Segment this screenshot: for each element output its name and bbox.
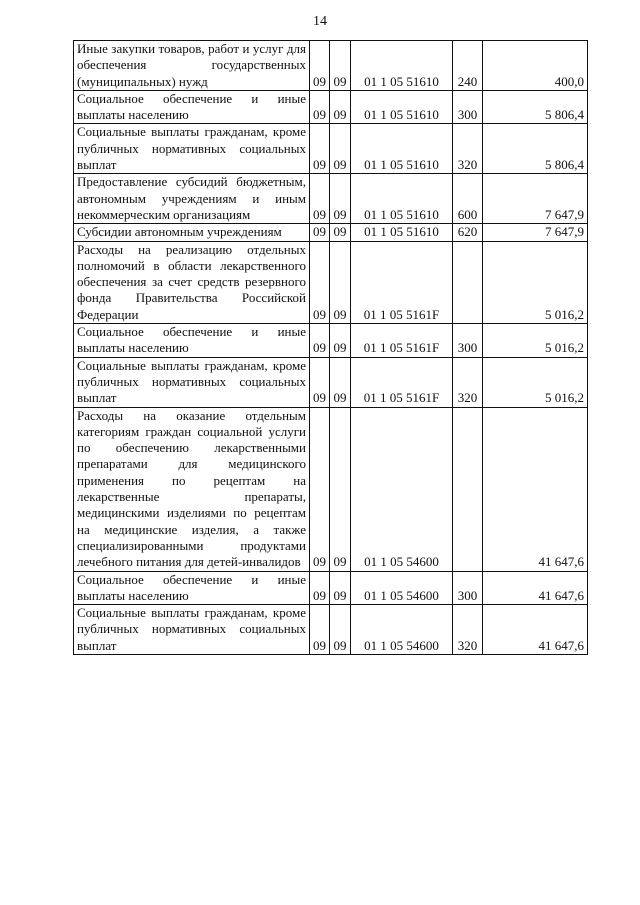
expense-type-code-cell: 320 xyxy=(453,357,483,407)
section-code-cell: 09 xyxy=(310,224,330,241)
expense-name-text: Предоставление субсидий бюджетным, автономным учреждениям и иным некоммерческим организациям xyxy=(77,174,306,222)
table-row xyxy=(74,224,588,241)
target-item-code-cell: 01 1 05 51610 xyxy=(351,174,453,224)
subsection-code-cell: 09 xyxy=(330,357,351,407)
expense-type-code-cell xyxy=(453,407,483,571)
expense-name-text: Расходы на оказание отдельным категориям граждан социальной услуги по обеспечению лекарственными препаратами для медицинского применения по рецептам на лекарственные препараты, медицинскими изделиями по рецептам на медицинские изделия, а также специализированными продуктами лечебного питания для детей-инвалидов xyxy=(77,407,306,570)
subsection-code-cell: 09 xyxy=(330,90,351,124)
subsection-code-cell: 09 xyxy=(330,41,351,91)
expense-name-cell xyxy=(74,124,310,174)
target-item-code-cell: 01 1 05 51610 xyxy=(351,41,453,91)
expense-name-cell xyxy=(74,241,310,323)
expense-name-text: Социальное обеспечение и иные выплаты населению xyxy=(77,571,306,603)
table-row xyxy=(74,174,588,224)
target-item-code-cell: 01 1 05 51610 xyxy=(351,124,453,174)
expense-type-code-cell: 300 xyxy=(453,90,483,124)
table-row xyxy=(74,90,588,124)
expense-name-text: Субсидии автономным учреждениям xyxy=(77,224,282,240)
subsection-code-cell: 09 xyxy=(330,324,351,358)
section-code-cell: 09 xyxy=(310,605,330,655)
amount-cell: 5 806,4 xyxy=(483,124,588,174)
section-code-cell: 09 xyxy=(310,571,330,605)
table-row xyxy=(74,407,588,571)
target-item-code-cell: 01 1 05 5161F xyxy=(351,357,453,407)
amount-cell: 7 647,9 xyxy=(483,174,588,224)
amount-cell: 5 016,2 xyxy=(483,357,588,407)
expense-name-text: Расходы на реализацию отдельных полномочий в области лекарственного обеспечения за счет средств резервного фонда Правительства Российской Федерации xyxy=(77,241,306,322)
expense-name-cell xyxy=(74,605,310,655)
expense-type-code-cell xyxy=(453,241,483,323)
amount-cell: 41 647,6 xyxy=(483,571,588,605)
expense-name-text: Социальные выплаты гражданам, кроме публичных нормативных социальных выплат xyxy=(77,124,306,173)
subsection-code-cell: 09 xyxy=(330,124,351,174)
amount-cell: 7 647,9 xyxy=(483,224,588,241)
expense-name-cell xyxy=(74,174,310,224)
budget-table xyxy=(73,40,588,655)
expense-name-text: Иные закупки товаров, работ и услуг для обеспечения государственных (муниципальных) нужд xyxy=(77,41,306,89)
expense-type-code-cell: 300 xyxy=(453,324,483,358)
expense-type-code-cell: 620 xyxy=(453,224,483,241)
expense-name-text: Социальное обеспечение и иные выплаты населению xyxy=(77,90,306,123)
section-code-cell: 09 xyxy=(310,41,330,91)
expense-name-cell xyxy=(74,407,310,571)
expense-type-code-cell: 320 xyxy=(453,124,483,174)
target-item-code-cell: 01 1 05 51610 xyxy=(351,90,453,124)
expense-name-cell xyxy=(74,41,310,91)
expense-type-code-cell: 300 xyxy=(453,571,483,605)
section-code-cell: 09 xyxy=(310,357,330,407)
page-number: 14 xyxy=(313,14,327,29)
expense-name-cell xyxy=(74,324,310,358)
expense-name-cell xyxy=(74,90,310,124)
subsection-code-cell: 09 xyxy=(330,571,351,605)
section-code-cell: 09 xyxy=(310,124,330,174)
table-row xyxy=(74,124,588,174)
target-item-code-cell: 01 1 05 54600 xyxy=(351,571,453,605)
subsection-code-cell: 09 xyxy=(330,224,351,241)
target-item-code-cell: 01 1 05 5161F xyxy=(351,324,453,358)
section-code-cell: 09 xyxy=(310,90,330,124)
expense-name-cell xyxy=(74,357,310,407)
expense-type-code-cell: 600 xyxy=(453,174,483,224)
expense-name-text: Социальные выплаты гражданам, кроме публичных нормативных социальных выплат xyxy=(77,357,306,406)
target-item-code-cell: 01 1 05 54600 xyxy=(351,605,453,655)
subsection-code-cell: 09 xyxy=(330,407,351,571)
subsection-code-cell: 09 xyxy=(330,241,351,323)
amount-cell: 41 647,6 xyxy=(483,407,588,571)
expense-name-text: Социальные выплаты гражданам, кроме публичных нормативных социальных выплат xyxy=(77,605,306,653)
section-code-cell: 09 xyxy=(310,407,330,571)
target-item-code-cell: 01 1 05 51610 xyxy=(351,224,453,241)
target-item-code-cell: 01 1 05 5161F xyxy=(351,241,453,323)
table-row xyxy=(74,357,588,407)
amount-cell: 5 016,2 xyxy=(483,241,588,323)
subsection-code-cell: 09 xyxy=(330,174,351,224)
section-code-cell: 09 xyxy=(310,241,330,323)
amount-cell: 5 016,2 xyxy=(483,324,588,358)
amount-cell: 5 806,4 xyxy=(483,90,588,124)
budget-table-body xyxy=(74,41,588,655)
table-row xyxy=(74,605,588,655)
table-row xyxy=(74,241,588,323)
target-item-code-cell: 01 1 05 54600 xyxy=(351,407,453,571)
expense-name-text: Социальное обеспечение и иные выплаты населению xyxy=(77,324,306,356)
expense-name-cell xyxy=(74,571,310,605)
table-row xyxy=(74,571,588,605)
amount-cell: 41 647,6 xyxy=(483,605,588,655)
expense-type-code-cell: 320 xyxy=(453,605,483,655)
expense-type-code-cell: 240 xyxy=(453,41,483,91)
amount-cell: 400,0 xyxy=(483,41,588,91)
table-row xyxy=(74,324,588,358)
table-row xyxy=(74,41,588,91)
section-code-cell: 09 xyxy=(310,174,330,224)
section-code-cell: 09 xyxy=(310,324,330,358)
expense-name-cell xyxy=(74,224,310,241)
subsection-code-cell: 09 xyxy=(330,605,351,655)
